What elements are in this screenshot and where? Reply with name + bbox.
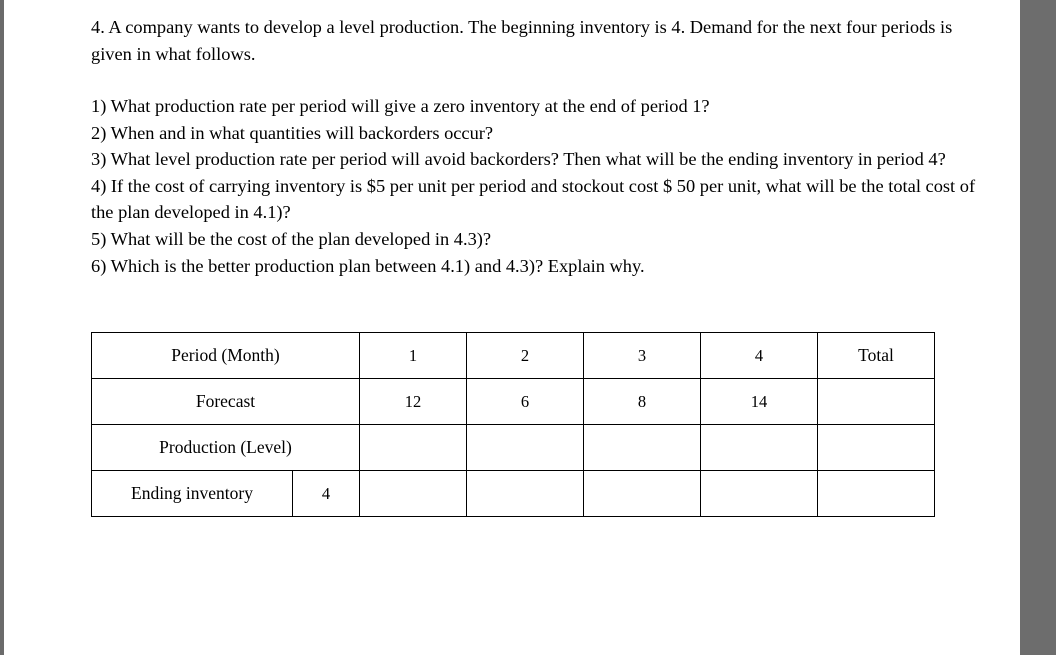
- production-period-3: [584, 425, 701, 471]
- table-row-ending-inventory: [92, 471, 935, 517]
- production-period-2: [467, 425, 584, 471]
- table-row-production: [92, 425, 935, 471]
- problem-intro: 4. A company wants to develop a level production. The beginning inventory is 4. Demand for the next four periods is given in what follows.: [91, 17, 953, 64]
- question-list: [91, 93, 981, 279]
- forecast-period-3: 8: [584, 379, 701, 425]
- ending-period-4: [701, 471, 818, 517]
- question-3: 3) What level production rate per period will avoid backorders? Then what will be the ending inventory in period 4?: [91, 149, 946, 170]
- production-label-cell: Production (Level): [92, 425, 360, 471]
- question-4: 4) If the cost of carrying inventory is $5 per unit per period and stockout cost $ 50 per unit, what will be the total cost of the plan developed in 4.1)?: [91, 175, 976, 223]
- production-period-1: [360, 425, 467, 471]
- question-6: 6) Which is the better production plan between 4.1) and 4.3)? Explain why.: [91, 255, 645, 276]
- forecast-period-2: 6: [467, 379, 584, 425]
- left-window-edge: [0, 0, 4, 655]
- header-period-3: 3: [584, 333, 701, 379]
- header-period-2: 2: [467, 333, 584, 379]
- right-scroll-panel[interactable]: [1020, 0, 1056, 655]
- document-page: [91, 14, 981, 279]
- production-plan-table: [91, 332, 935, 517]
- header-total: Total: [818, 333, 935, 379]
- table-row-header: [92, 333, 935, 379]
- ending-total: [818, 471, 935, 517]
- forecast-label-cell: Forecast: [92, 379, 360, 425]
- ending-period-2: [467, 471, 584, 517]
- header-label-cell: Period (Month): [92, 333, 360, 379]
- forecast-period-1: 12: [360, 379, 467, 425]
- header-period-4: 4: [701, 333, 818, 379]
- forecast-period-4: 14: [701, 379, 818, 425]
- question-1: 1) What production rate per period will give a zero inventory at the end of period 1?: [91, 96, 710, 116]
- ending-initial-inventory: 4: [293, 471, 360, 517]
- table-row-forecast: [92, 379, 935, 425]
- header-period-1: 1: [360, 333, 467, 379]
- ending-label-cell: Ending inventory: [92, 471, 293, 517]
- production-period-4: [701, 425, 818, 471]
- ending-period-3: [584, 471, 701, 517]
- production-total: [818, 425, 935, 471]
- question-5: 5) What will be the cost of the plan developed in 4.3)?: [91, 228, 492, 249]
- forecast-total: [818, 379, 935, 425]
- ending-period-1: [360, 471, 467, 517]
- question-2: 2) When and in what quantities will backorders occur?: [91, 122, 494, 143]
